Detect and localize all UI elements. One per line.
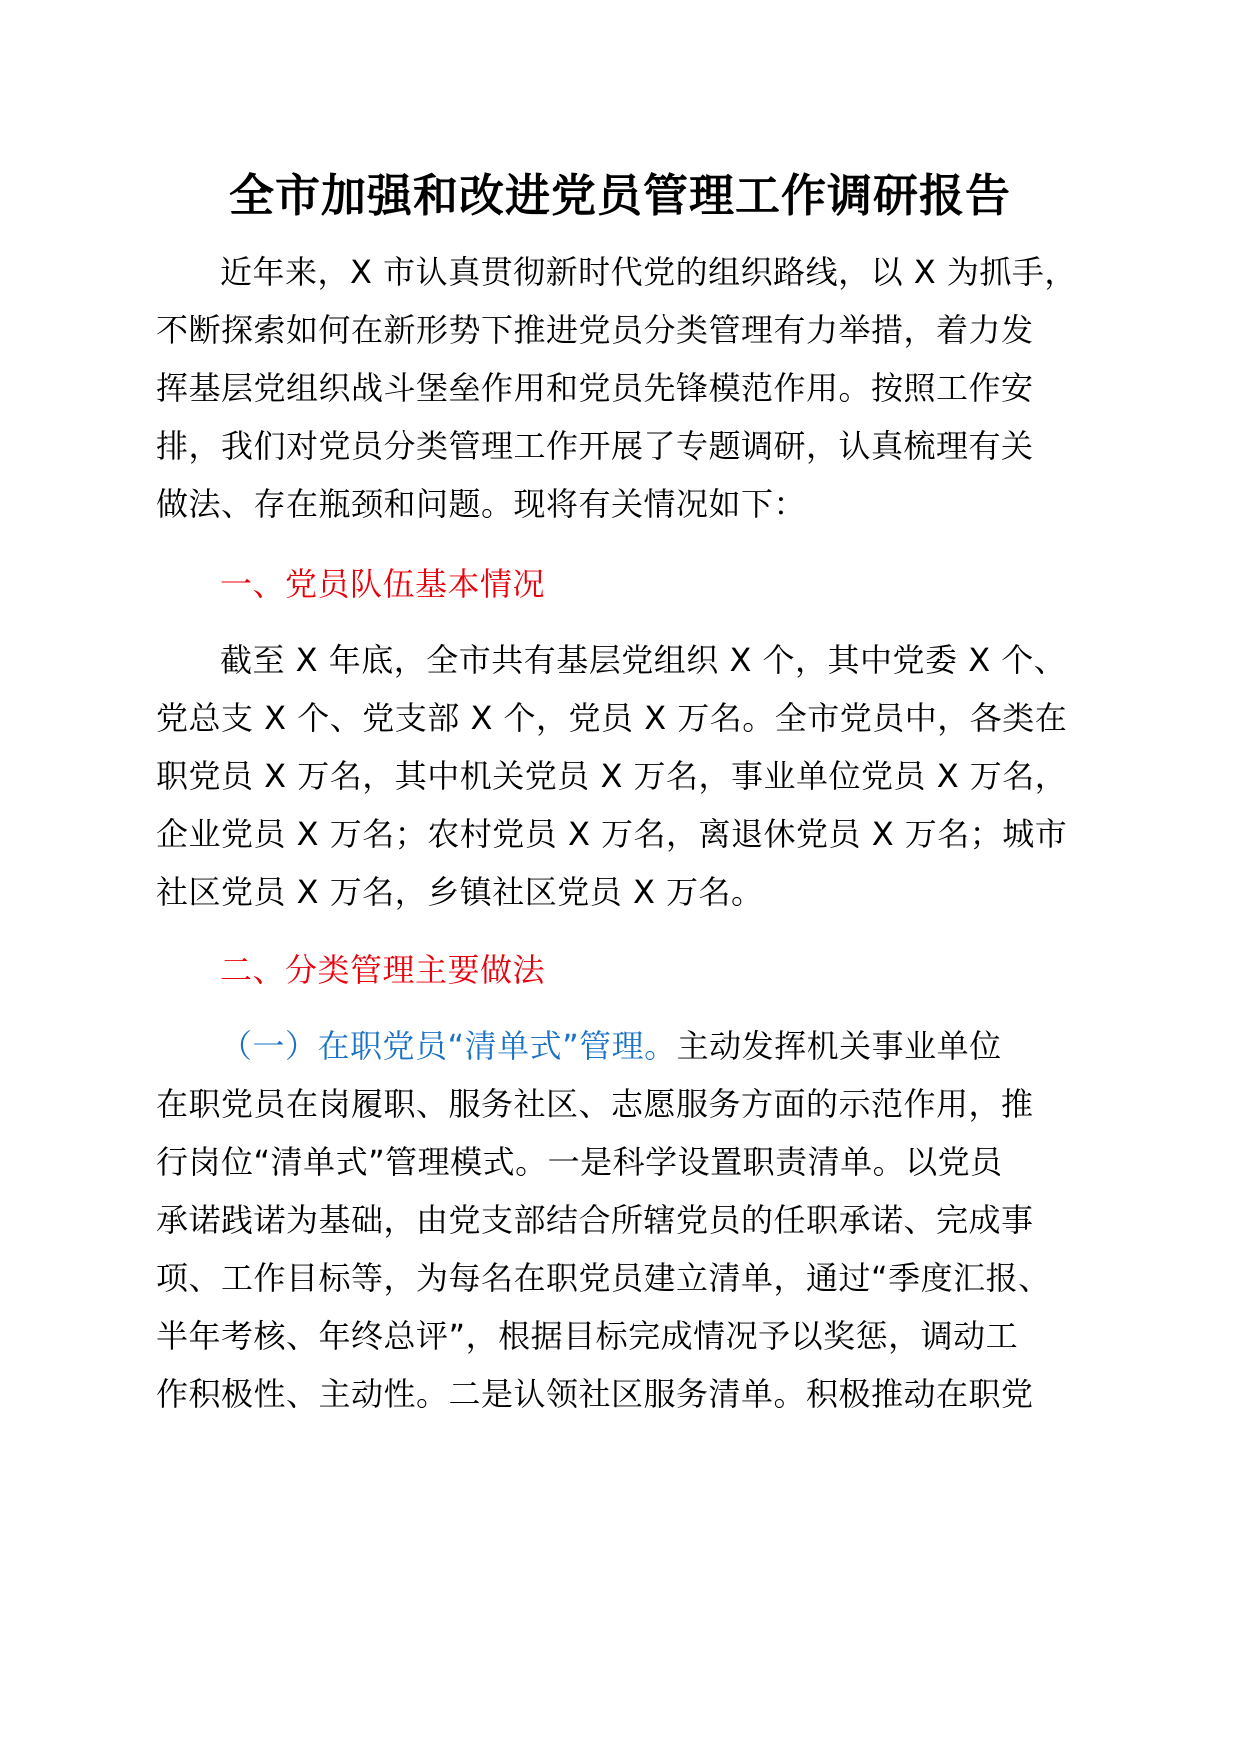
section1-line: 企业党员 X 万名；农村党员 X 万名，离退休党员 X 万名；城市 bbox=[156, 815, 1068, 853]
subsection1-line: 行岗位“清单式”管理模式。一是科学设置职责清单。以党员 bbox=[156, 1143, 1003, 1181]
section1-line: 截至 X 年底，全市共有基层党组织 X 个，其中党委 X 个、 bbox=[220, 641, 1067, 679]
section1-line: 职党员 X 万名，其中机关党员 X 万名，事业单位党员 X 万名， bbox=[156, 757, 1068, 795]
subsection1-line: 半年考核、年终总评”，根据目标完成情况予以奖惩，调动工 bbox=[156, 1317, 1019, 1355]
section1-line: 社区党员 X 万名，乡镇社区党员 X 万名。 bbox=[156, 873, 764, 911]
intro-line: 做法、存在瓶颈和问题。现将有关情况如下： bbox=[156, 485, 807, 523]
intro-line: 排，我们对党员分类管理工作开展了专题调研，认真梳理有关 bbox=[156, 427, 1034, 465]
subsection1-line: 作积极性、主动性。二是认领社区服务清单。积极推动在职党 bbox=[156, 1375, 1034, 1413]
subsection-heading: （一）在职党员“清单式”管理。 bbox=[220, 1027, 677, 1065]
section-heading: 一、党员队伍基本情况 bbox=[220, 565, 546, 603]
subsection1-line: 在职党员在岗履职、服务社区、志愿服务方面的示范作用，推 bbox=[156, 1085, 1034, 1123]
intro-line: 近年来，X 市认真贯彻新时代党的组织路线，以 X 为抓手， bbox=[220, 253, 1077, 291]
section-heading: 二、分类管理主要做法 bbox=[220, 951, 546, 989]
intro-line: 不断探索如何在新形势下推进党员分类管理有力举措，着力发 bbox=[156, 311, 1034, 349]
section1-line: 党总支 X 个、党支部 X 个，党员 X 万名。全市党员中，各类在 bbox=[156, 699, 1068, 737]
intro-line: 挥基层党组织战斗堡垒作用和党员先锋模范作用。按照工作安 bbox=[156, 369, 1034, 407]
document-title: 全市加强和改进党员管理工作调研报告 bbox=[228, 169, 1011, 222]
subsection1-first-line bbox=[220, 1024, 1096, 1068]
subsection1-line: 承诺践诺为基础，由党支部结合所辖党员的任职承诺、完成事 bbox=[156, 1201, 1034, 1239]
subsection1-line-rest: 主动发挥机关事业单位 bbox=[676, 1027, 1002, 1065]
subsection1-line: 项、工作目标等，为每名在职党员建立清单，通过“季度汇报、 bbox=[156, 1259, 1051, 1297]
